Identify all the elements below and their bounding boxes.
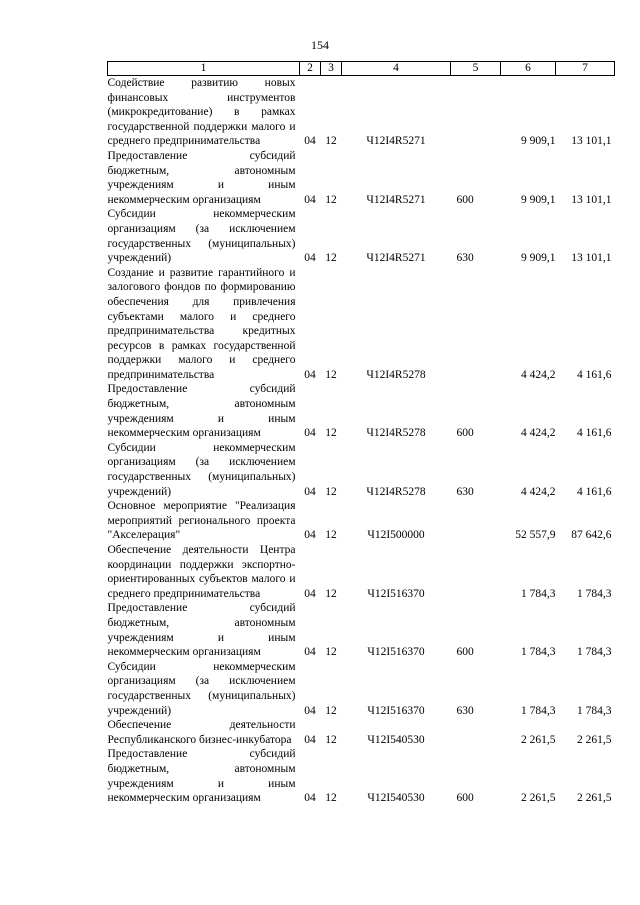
row-expense-type: 630 [456,252,474,265]
row-expense-type [451,76,501,149]
row-section: 04 [304,368,316,381]
row-name: Предоставление субсидий бюджетным, автономным учреждениям и иным некоммерческим организациям [107,602,296,659]
row-amount-1: 1 784,3 [521,587,556,600]
table-row [108,149,615,207]
row-subsection: 12 [325,485,337,498]
row-expense-type [451,266,501,383]
row-section: 04 [304,193,316,206]
row-amount-1: 9 909,1 [521,252,556,265]
row-target-article: Ч12I500000 [367,529,425,542]
row-name: Субсидии некоммерческим организациям (за исключением государственных (муниципальных) учреждений) [107,441,296,498]
row-target-article: Ч12I516370 [367,646,425,659]
row-section: 04 [304,704,316,717]
row-expense-type: 600 [456,427,474,440]
row-section: 04 [304,529,316,542]
row-name: Обеспечение деятельности Республиканского бизнес-инкубатора [107,719,296,746]
table-row [108,76,615,149]
row-name: Предоставление субсидий бюджетным, автономным учреждениям и иным некоммерческим организациям [107,748,296,805]
row-amount-1: 4 424,2 [521,368,556,381]
row-amount-1: 52 557,9 [515,529,556,542]
row-subsection: 12 [325,252,337,265]
header-col-6: 6 [501,62,556,76]
header-col-3: 3 [321,62,342,76]
row-name: Предоставление субсидий бюджетным, автономным учреждениям и иным некоммерческим организациям [107,383,296,440]
row-name: Основное мероприятие "Реализация мероприятий регионального проекта "Акселерация" [107,500,296,542]
row-amount-1: 1 784,3 [521,704,556,717]
header-col-1: 1 [108,62,300,76]
row-name: Предоставление субсидий бюджетным, автономным учреждениям и иным некоммерческим организациям [107,149,296,206]
row-subsection: 12 [325,529,337,542]
table-row [108,543,615,601]
row-section: 04 [304,792,316,805]
row-amount-2: 4 161,6 [577,485,612,498]
table-row [108,718,615,747]
row-subsection: 12 [325,792,337,805]
row-amount-2: 1 784,3 [577,587,612,600]
row-expense-type: 600 [456,792,474,805]
table-row [108,660,615,718]
row-subsection: 12 [325,733,337,746]
table-header [108,62,615,76]
table-row [108,601,615,659]
table-row [108,441,615,499]
row-amount-2: 13 101,1 [571,252,612,265]
row-subsection: 12 [325,135,337,148]
row-amount-1: 1 784,3 [521,646,556,659]
row-amount-1: 2 261,5 [521,733,556,746]
header-row [108,62,615,76]
row-amount-2: 1 784,3 [577,646,612,659]
table-row [108,499,615,543]
row-amount-2: 2 261,5 [577,792,612,805]
row-section: 04 [304,646,316,659]
row-section: 04 [304,427,316,440]
row-section: 04 [304,135,316,148]
row-amount-1: 4 424,2 [521,485,556,498]
row-expense-type: 600 [456,193,474,206]
row-amount-1: 9 909,1 [521,135,556,148]
row-expense-type: 630 [456,485,474,498]
row-target-article: Ч12I516370 [367,587,425,600]
row-amount-2: 4 161,6 [577,368,612,381]
header-col-5: 5 [451,62,501,76]
row-target-article: Ч12I4R5271 [366,193,426,206]
row-target-article: Ч12I540530 [367,733,425,746]
row-target-article: Ч12I516370 [367,704,425,717]
row-section: 04 [304,587,316,600]
row-target-article: Ч12I4R5271 [366,252,426,265]
header-col-4: 4 [342,62,451,76]
header-col-7: 7 [556,62,615,76]
table-row [108,382,615,440]
row-expense-type: 600 [456,646,474,659]
table-row [108,207,615,265]
row-target-article: Ч12I4R5271 [366,135,426,148]
row-name: Содействие развитию новых финансовых инструментов (микрокредитование) в рамках государственной поддержки малого и среднего предпринимательства [107,77,296,148]
row-subsection: 12 [325,193,337,206]
row-name: Субсидии некоммерческим организациям (за исключением государственных (муниципальных) учреждений) [107,208,296,265]
row-name: Создание и развитие гарантийного и залогового фондов по формированию обеспечения для привлечения субъектами малого и среднего предпринимательства кредитных ресурсов в рамках государственной поддержки малого и среднего предпринимательства [107,266,296,381]
row-expense-type [451,543,501,601]
row-name: Субсидии некоммерческим организациям (за исключением государственных (муниципальных) учреждений) [107,660,296,717]
table-body [108,76,615,806]
table-row [108,266,615,383]
header-col-2: 2 [300,62,321,76]
row-subsection: 12 [325,646,337,659]
row-amount-1: 4 424,2 [521,427,556,440]
row-target-article: Ч12I4R5278 [366,427,426,440]
row-amount-1: 9 909,1 [521,193,556,206]
row-expense-type [451,499,501,543]
row-subsection: 12 [325,587,337,600]
row-amount-1: 2 261,5 [521,792,556,805]
row-amount-2: 13 101,1 [571,135,612,148]
row-section: 04 [304,252,316,265]
row-subsection: 12 [325,368,337,381]
row-expense-type [451,718,501,747]
page-number: 154 [311,38,329,52]
row-amount-2: 4 161,6 [577,427,612,440]
row-amount-2: 87 642,6 [571,529,612,542]
row-target-article: Ч12I540530 [367,792,425,805]
table-row [108,747,615,805]
row-amount-2: 13 101,1 [571,193,612,206]
row-amount-2: 2 261,5 [577,733,612,746]
row-target-article: Ч12I4R5278 [366,485,426,498]
row-amount-2: 1 784,3 [577,704,612,717]
row-target-article: Ч12I4R5278 [366,368,426,381]
row-section: 04 [304,485,316,498]
budget-table [107,61,615,806]
row-expense-type: 630 [456,704,474,717]
row-subsection: 12 [325,427,337,440]
row-subsection: 12 [325,704,337,717]
row-name: Обеспечение деятельности Центра координации поддержки экспортно-ориентированных субъектов малого и среднего предпринимательства [107,544,296,600]
row-section: 04 [304,733,316,746]
